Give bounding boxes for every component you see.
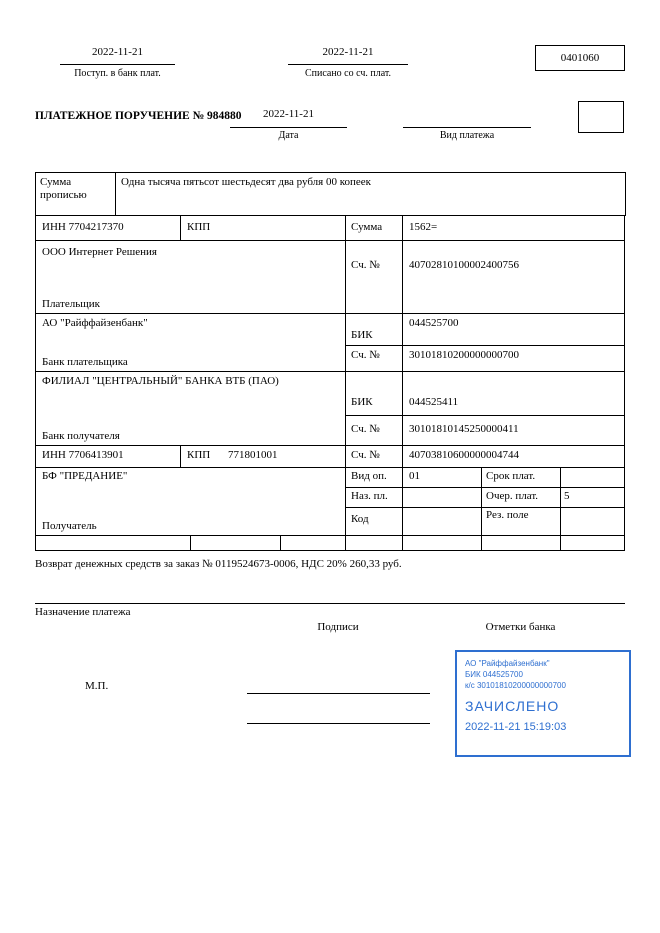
grid-line <box>190 535 191 550</box>
payer-bank-account: 30101810200000000700 <box>409 349 519 361</box>
payer-inn: ИНН 7704217370 <box>42 221 124 233</box>
grid-line <box>345 345 625 346</box>
payer-bank-name: АО "Райффайзенбанк" <box>42 317 148 329</box>
payee-bank-bik-label: БИК <box>351 396 373 408</box>
document-date: 2022-11-21 <box>230 108 347 128</box>
stamp-bank-name: АО "Райффайзенбанк" <box>465 659 550 668</box>
payee-bank-caption: Банк получателя <box>42 430 120 442</box>
payee-account-label: Сч. № <box>351 449 380 461</box>
payer-account-label: Сч. № <box>351 259 380 271</box>
grid-line <box>624 215 625 550</box>
grid-line <box>345 215 346 550</box>
purpose-overline <box>35 603 625 604</box>
payment-kind-box <box>578 101 624 133</box>
payment-kind-line <box>403 108 531 128</box>
payee-inn: ИНН 7706413901 <box>42 449 124 461</box>
debited-date-label: Списано со сч. плат. <box>304 68 392 79</box>
received-date: 2022-11-21 <box>60 46 175 65</box>
bank-stamp <box>455 650 631 757</box>
signatures-label: Подписи <box>317 621 359 633</box>
payee-bank-account: 30101810145250000411 <box>409 423 519 435</box>
grid-line <box>560 467 561 550</box>
payer-account: 40702810100002400756 <box>409 259 519 271</box>
payment-kind-label: Вид платежа <box>439 130 495 141</box>
signature-line-2 <box>247 706 430 724</box>
grid-line <box>35 313 625 314</box>
grid-line <box>345 507 625 508</box>
grid-line <box>35 467 625 468</box>
grid-line <box>115 172 116 215</box>
grid-line <box>35 445 625 446</box>
debited-date: 2022-11-21 <box>288 46 408 65</box>
ocher-plat-label: Очер. плат. <box>486 490 539 502</box>
grid-line <box>35 550 625 551</box>
payee-name: БФ "ПРЕДАНИЕ" <box>42 470 128 482</box>
ocher-plat-value: 5 <box>564 490 570 502</box>
payee-account: 40703810600000004744 <box>409 449 519 461</box>
sum-label: Сумма <box>351 221 383 233</box>
srok-plat-label: Срок плат. <box>486 470 536 482</box>
grid-line <box>35 240 625 241</box>
payer-name: ООО Интернет Решения <box>42 246 157 258</box>
amount-in-words: Одна тысяча пятьсот шестьдесят два рубля 00 копеек <box>121 176 372 188</box>
grid-line <box>345 487 625 488</box>
bank-marks-label: Отметки банка <box>485 621 556 633</box>
grid-line <box>35 535 625 536</box>
vid-op-value: 01 <box>409 470 420 482</box>
amount-words-label: Сумма прописью <box>40 176 87 201</box>
grid-line <box>345 415 625 416</box>
payee-bank-account-label: Сч. № <box>351 423 380 435</box>
vid-op-label: Вид оп. <box>351 470 387 482</box>
received-date-label: Поступ. в банк плат. <box>74 68 161 79</box>
naz-pl-label: Наз. пл. <box>351 490 388 502</box>
payer-bank-bik-label: БИК <box>351 329 373 341</box>
stamp-datetime: 2022-11-21 15:19:03 <box>465 721 567 733</box>
payer-kpp-label: КПП <box>187 221 211 233</box>
kod-label: Код <box>351 513 369 525</box>
rez-pole-label: Рез. поле <box>486 509 529 521</box>
payee-caption: Получатель <box>42 520 97 532</box>
stamp-status: ЗАЧИСЛЕНО <box>465 698 560 714</box>
mp-label: М.П. <box>85 680 109 692</box>
grid-line <box>35 371 625 372</box>
stamp-bik: БИК 044525700 <box>465 670 523 679</box>
grid-line <box>280 535 281 550</box>
grid-line <box>180 445 181 467</box>
grid-line <box>180 215 181 240</box>
payee-kpp-value: 771801001 <box>228 449 278 461</box>
payer-bank-bik-value: 044525700 <box>409 317 459 329</box>
grid-line <box>35 215 625 216</box>
purpose-label: Назначение платежа <box>35 606 131 618</box>
grid-line <box>402 215 403 550</box>
payer-bank-caption: Банк плательщика <box>42 356 128 368</box>
signature-line-1 <box>247 676 430 694</box>
grid-line <box>481 467 482 550</box>
stamp-corr-account: к/с 30101810200000000700 <box>465 681 566 690</box>
grid-line <box>35 215 36 550</box>
payee-kpp-label: КПП <box>187 449 211 461</box>
sum-value: 1562= <box>409 221 438 233</box>
payee-bank-bik-value: 044525411 <box>409 396 459 408</box>
purpose-text: Возврат денежных средств за заказ № 0119524673-0006, НДС 20% 260,33 руб. <box>35 558 402 570</box>
payer-bank-account-label: Сч. № <box>351 349 380 361</box>
payer-caption: Плательщик <box>42 298 100 310</box>
date-label: Дата <box>278 130 299 141</box>
form-code-box: 0401060 <box>535 45 625 71</box>
payee-bank-name: ФИЛИАЛ "ЦЕНТРАЛЬНЫЙ" БАНКА ВТБ (ПАО) <box>42 375 279 387</box>
document-title: ПЛАТЕЖНОЕ ПОРУЧЕНИЕ № 984880 <box>35 110 242 122</box>
